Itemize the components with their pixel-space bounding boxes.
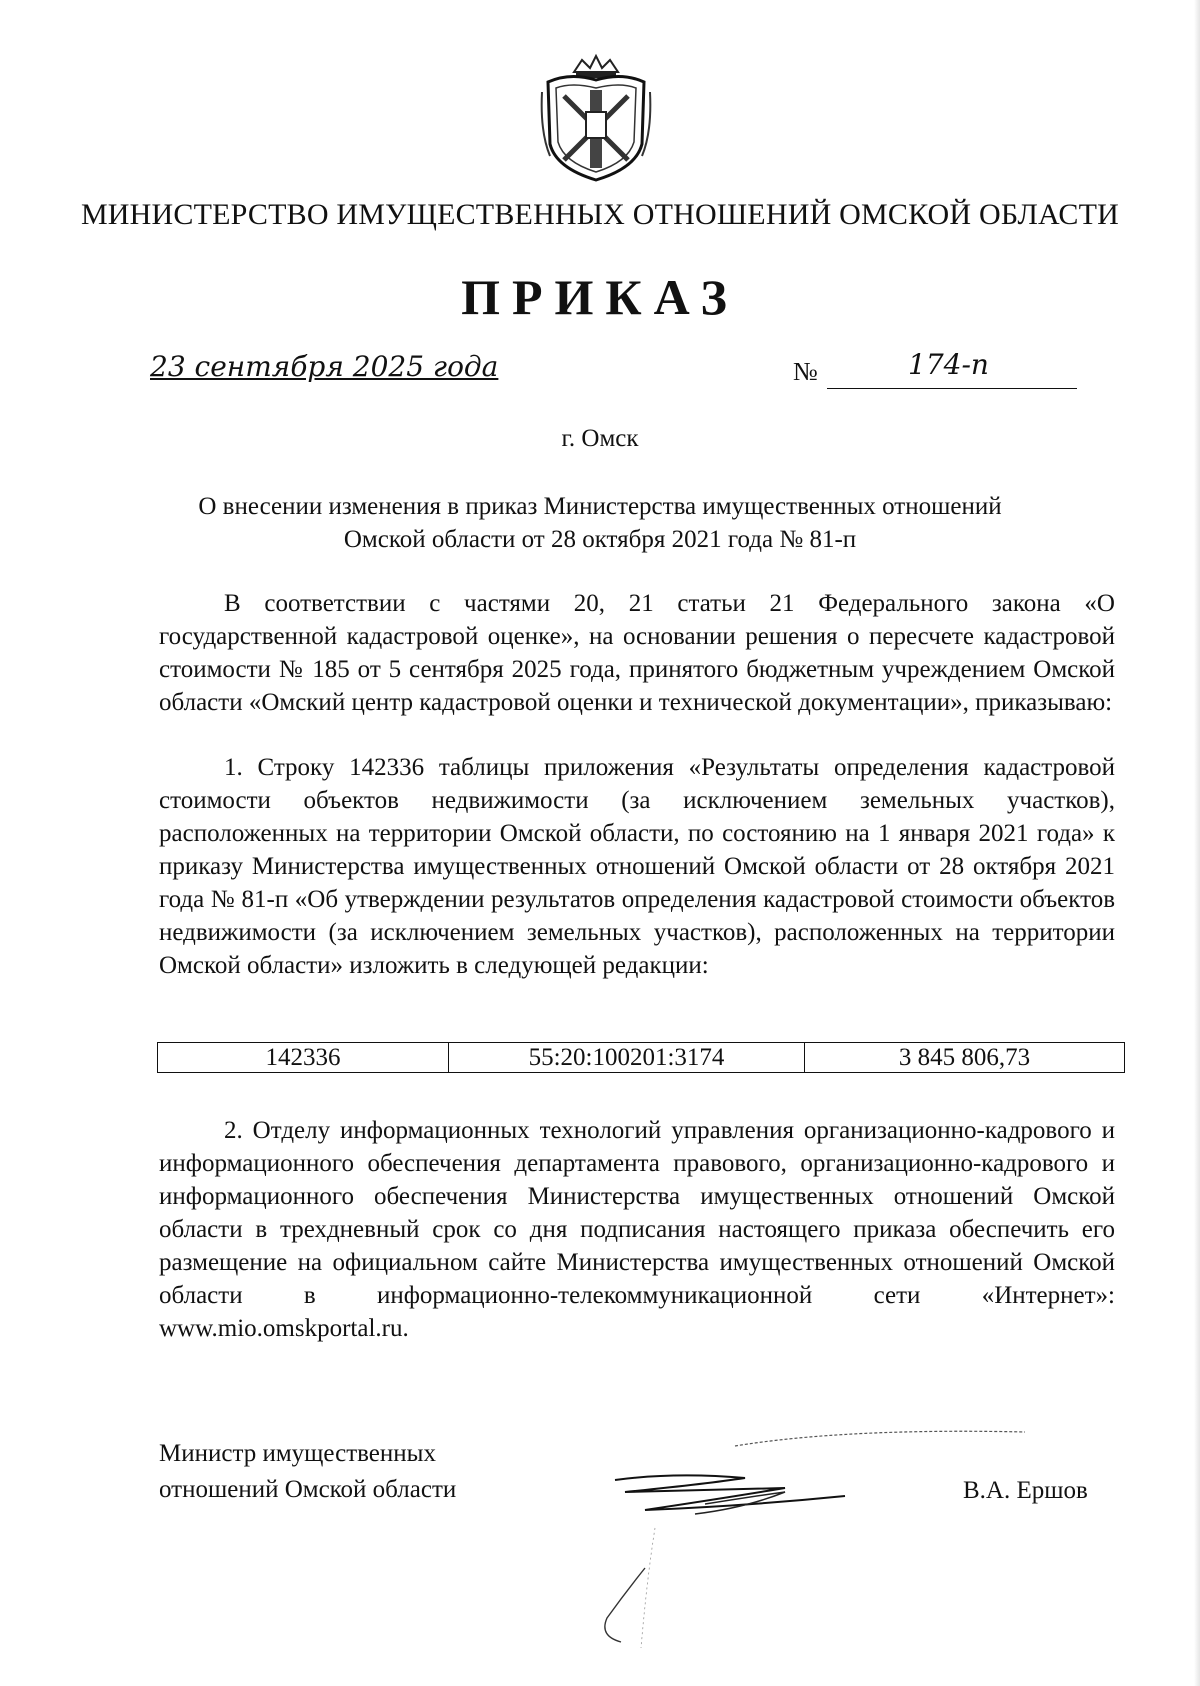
signer-position-line-1: Министр имущественных	[159, 1440, 436, 1467]
number-underline	[827, 388, 1077, 389]
ministry-name: МИНИСТЕРСТВО ИМУЩЕСТВЕННЫХ ОТНОШЕНИЙ ОМСКОЙ ОБЛАСТИ	[80, 198, 1120, 231]
subject-line-2: Омской области от 28 октября 2021 года № 81-п	[343, 526, 857, 553]
handwritten-date: 23 сентября 2025 года	[150, 350, 499, 383]
handwritten-number: 174-п	[908, 348, 989, 381]
item-1-paragraph: 1. Строку 142336 таблицы приложения «Результаты определения кадастровой стоимости объектов недвижимости (за исключением земельных участков), расположенных на территории Омской области, по состоянию на 1 января 2021 года» к приказу Министерства имущественных отношений Омской области от 28 октября 2021 года № 81-п «Об утверждении результатов определения кадастровой стоимости объектов недвижимости (за исключением земельных участков), расположенных на территории Омской области» изложить в следующей редакции:	[159, 754, 1115, 979]
item-2-paragraph: 2. Отделу информационных технологий управления организационно-кадрового и информационного обеспечения департамента правового, организационно-кадрового и информационного обеспечения Министерства имущественных отношений Омской области в трехдневный срок со дня подписания настоящего приказа обеспечить его размещение на официальном сайте Министерства имущественных отношений Омской области в информационно-телекоммуникационной сети «Интернет»: www.mio.omskportal.ru.	[159, 1117, 1115, 1342]
cadastral-number-cell: 55:20:100201:3174	[449, 1043, 805, 1073]
scan-edge-shadow	[1194, 0, 1200, 1686]
row-number-cell: 142336	[158, 1043, 449, 1073]
cadastral-value-table	[157, 1042, 1125, 1073]
signer-position	[159, 1436, 456, 1508]
document-subject	[120, 490, 1080, 556]
cadastral-value-cell: 3 845 806,73	[805, 1043, 1125, 1073]
subject-line-1: О внесении изменения в приказ Министерства имущественных отношений	[198, 493, 1002, 520]
signer-position-line-2: отношений Омской области	[159, 1476, 457, 1503]
number-label: №	[793, 357, 818, 386]
handwritten-signature	[585, 1418, 1035, 1658]
city: г. Омск	[561, 425, 639, 452]
document-type-title: ПРИКАЗ	[461, 269, 739, 325]
signer-name: В.А. Ершов	[963, 1477, 1088, 1504]
table-row	[158, 1043, 1125, 1073]
coat-of-arms-emblem	[540, 52, 652, 184]
preamble-paragraph: В соответствии с частями 20, 21 статьи 21 Федерального закона «О государственной кадастровой оценке», на основании решения о пересчете кадастровой стоимости № 185 от 5 сентября 2025 года, принятого бюджетным учреждением Омской области «Омский центр кадастровой оценки и технической документации», приказываю:	[159, 590, 1115, 716]
